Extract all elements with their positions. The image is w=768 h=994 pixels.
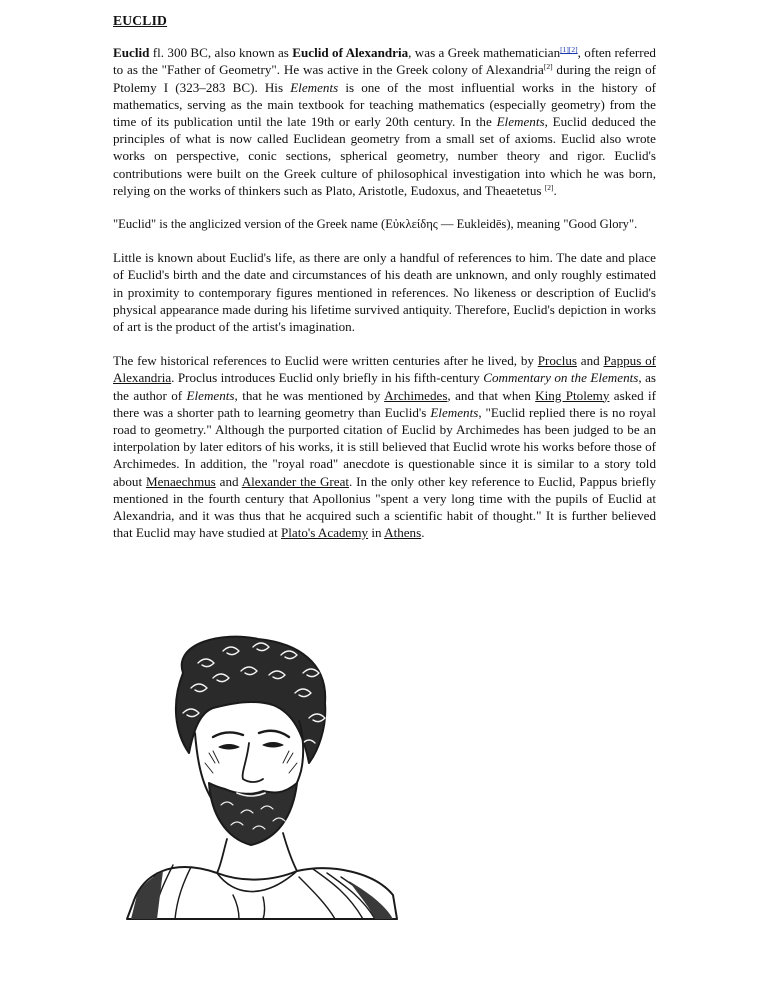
name-etymology-paragraph: "Euclid" is the anglicized version of the Greek name (Εὐκλείδης — Eukleidēs), meaning "Good Glory".: [113, 217, 638, 232]
text-run: , Euclid deduced the principles of what is now called Euclidean geometry from a small set of axioms. Euclid also wrote works on perspective, conic sections, spherical geometry, number theory and rigor. Euclid's contributions were built on the Greek culture of philosophical investigation into which he was born, relying on the works of thinkers such as Plato, Aristotle, Eudoxus, and Theaetetus: [113, 114, 656, 198]
text-run: , that he was mentioned by: [234, 387, 385, 403]
link-athens[interactable]: Athens: [384, 525, 422, 541]
text-run: .: [421, 525, 425, 541]
elements-italic: Elements: [290, 79, 339, 95]
text-run: and: [577, 353, 604, 369]
link-king-ptolemy[interactable]: King Ptolemy: [535, 387, 610, 403]
link-menaechmus[interactable]: Menaechmus: [145, 473, 216, 489]
commentary-italic: Commentary on the Elements: [483, 370, 639, 386]
elements-italic: Elements: [496, 114, 545, 130]
text-run: , "Euclid replied there is no royal road to geometry." Although the purported citation of Euclid by Archimedes has been judged to be an interpolation by later editors of his works, it is still believed that Euclid wrote his works before those of Archimedes. In addition, the "royal road" anecdote is questionable since it is similar to a story told about: [113, 404, 656, 489]
text-run: .: [553, 182, 557, 198]
link-proclus[interactable]: Proclus: [537, 353, 577, 369]
document-page: [113, 12, 656, 558]
link-platos-academy[interactable]: Plato's Academy: [281, 525, 369, 541]
text-run: asked if there was a shorter path to learning geometry than Euclid's: [113, 387, 656, 420]
elements-italic: Elements: [430, 404, 479, 420]
text-run: The few historical references to Euclid were written centuries after he lived, by: [113, 353, 538, 369]
text-run: . In the only other key reference to Euclid, Pappus briefly mentioned in the fourth century that Apollonius "spent a very long time with the pupils of Euclid at Alexandria, and it was thus that he acquired such a scientific habit of thought." It is further believed that Euclid may have studied at: [113, 473, 657, 541]
alias-bold: Euclid of Alexandria: [292, 45, 409, 61]
reference-link[interactable]: [1][2]: [560, 45, 578, 55]
link-pappus-of-alexandria[interactable]: Pappus of Alexandria: [113, 353, 657, 386]
life-paragraph: Little is known about Euclid's life, as there are only a handful of references to him. The date and place of Euclid's birth and the date and circumstances of his death are unknown, and only roughly estimated in proximity to contemporary figures mentioned in references. No likeness or description of Euclid's physical appearance made during his lifetime survived antiquity. Therefore, Euclid's depiction in works of art is the product of the artist's imagination.: [113, 250, 656, 334]
text-run: , often referred to as the "Father of Geometry". He was active in the Greek colony of Alexandria: [113, 45, 656, 78]
name-bold: Euclid: [113, 45, 150, 61]
text-run: fl. 300 BC, also known as: [149, 45, 293, 61]
text-run: . Proclus introduces Euclid only briefly in his fifth-century: [171, 370, 484, 386]
document-title: EUCLID: [113, 13, 168, 28]
euclid-portrait-image: [113, 633, 399, 921]
text-run: during the reign of Ptolemy I (323–283 BC). His: [113, 62, 657, 95]
text-run: in: [368, 525, 385, 541]
reference-marker: [2]: [543, 62, 553, 72]
references-paragraph: [113, 352, 656, 541]
elements-italic: Elements: [186, 387, 235, 403]
portrait-engraving-icon: [113, 633, 399, 921]
text-run: and: [215, 473, 242, 489]
link-alexander-the-great[interactable]: Alexander the Great: [241, 473, 350, 489]
text-run: , and that when: [447, 387, 536, 403]
text-run: is one of the most influential works in the history of mathematics, serving as the main textbook for teaching mathematics (especially geometry) from the time of its publication until the late 19th or early 20th century. In the: [113, 79, 656, 130]
link-archimedes[interactable]: Archimedes: [384, 387, 448, 403]
reference-marker: [2]: [544, 182, 554, 192]
text-run: , was a Greek mathematician: [408, 45, 561, 61]
text-run: , as the author of: [113, 370, 656, 403]
intro-paragraph: [113, 44, 656, 199]
